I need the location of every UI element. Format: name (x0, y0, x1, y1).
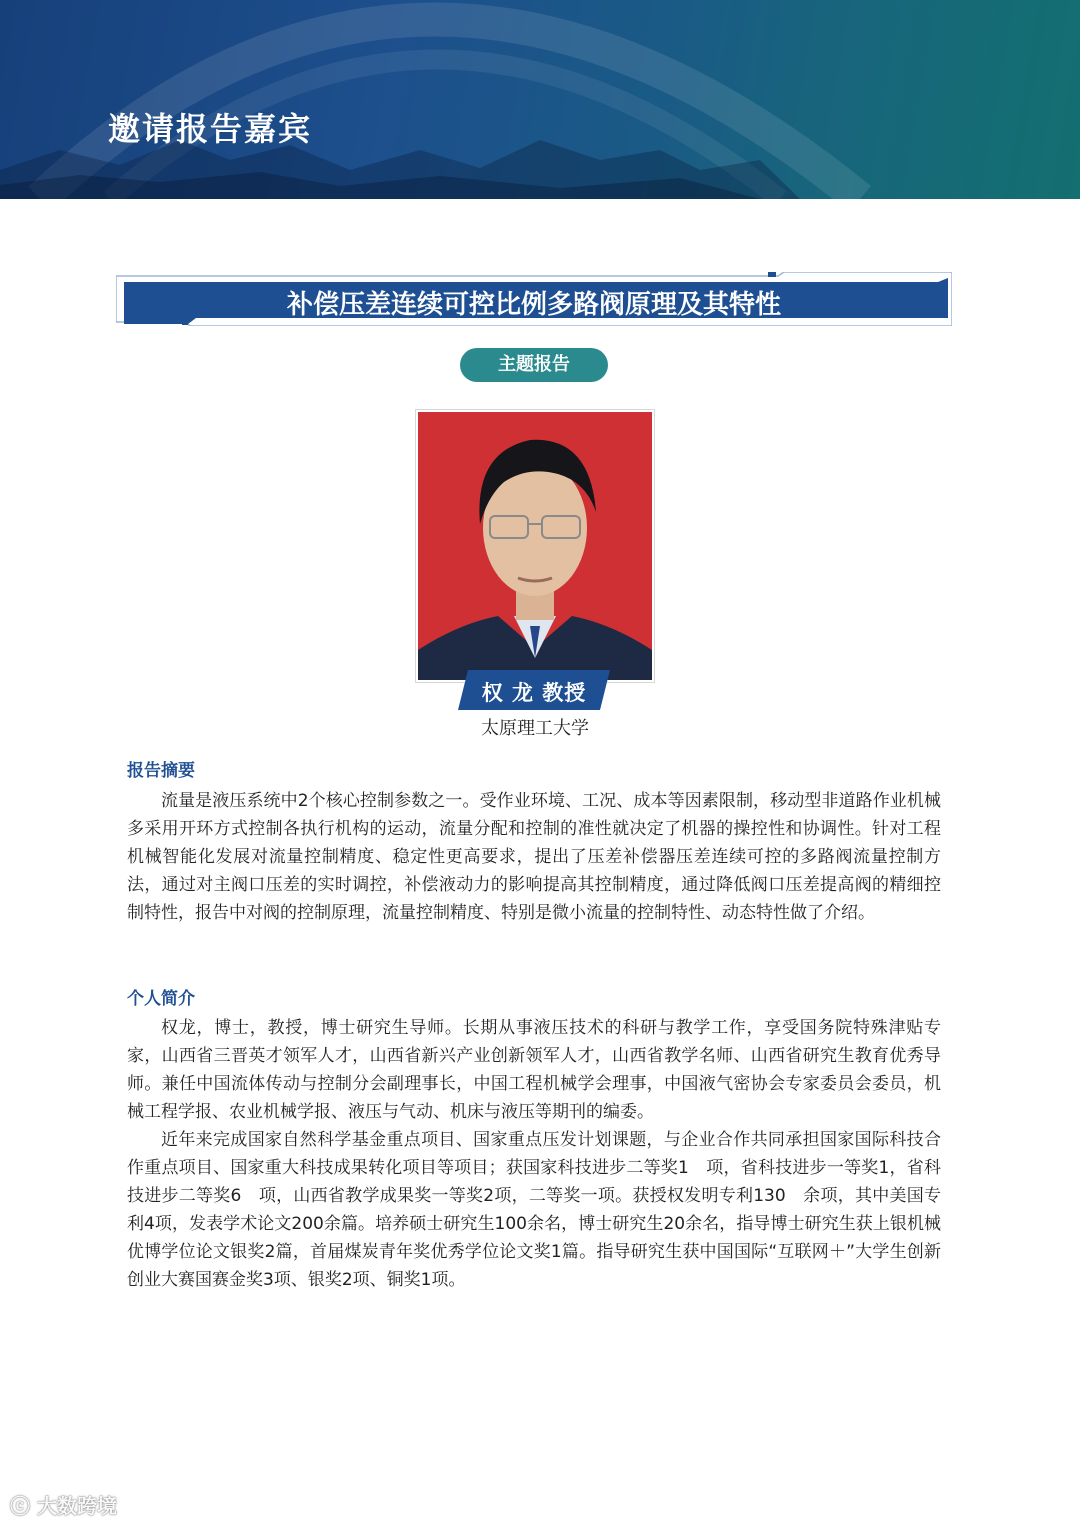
speaker-nameplate (458, 670, 610, 710)
talk-title-banner (116, 272, 952, 326)
bio-paragraph-2: 近年来完成国家自然科学基金重点项目、国家重点压发计划课题，与企业合作共同承担国家国际科技合作重点项目、国家重大科技成果转化项目等项目；获国家科技进步二等奖1 项，省科技进步一等奖1，省科技进步二等奖6 项，山西省教学成果奖一等奖2项，二等奖一项。获授权发明专利130 余项，其中美国专利4项，发表学术论文200余篇。培养硕士研究生100余名，博士研究生20余名，指导博士研究生获上银机械优博学位论文银奖2篇，首届煤炭青年奖优秀学位论文奖1篇。指导研究生获中国国际“互联网＋”大学生创新创业大赛国赛金奖3项、银奖2项、铜奖1项。 (127, 1130, 941, 1290)
bio-body (127, 1014, 941, 1294)
header-banner (0, 0, 1080, 199)
talk-title: 补偿压差连续可控比例多路阀原理及其特性 (286, 290, 781, 320)
speaker-photo (416, 410, 654, 682)
talk-type-badge: 主题报告 (460, 348, 608, 382)
abstract-body (127, 787, 941, 927)
bio-heading: 个人简介 (127, 989, 195, 1009)
speaker-name: 权 龙 教授 (481, 681, 587, 705)
page-section-title: 邀请报告嘉宾 (108, 110, 313, 148)
abstract-paragraph: 流量是液压系统中2个核心控制参数之一。受作业环境、工况、成本等因素限制，移动型非道路作业机械多采用开环方式控制各执行机构的运动，流量分配和控制的准性就决定了机器的操控性和协调性。针对工程机械智能化发展对流量控制精度、稳定性更高要求，提出了压差补偿器压差连续可控的多路阀流量控制方法，通过对主阀口压差的实时调控，补偿液动力的影响提高其控制精度，通过降低阀口压差提高阀的精细控制特性，报告中对阀的控制原理，流量控制精度、特别是微小流量的控制特性、动态特性做了介绍。 (127, 791, 941, 923)
watermark-logo (10, 1490, 117, 1519)
speaker-affiliation: 太原理工大学 (481, 718, 589, 739)
watermark-text: 大数跨境 (36, 1494, 117, 1518)
bio-paragraph-1: 权龙，博士，教授，博士研究生导师。长期从事液压技术的科研与教学工作，享受国务院特殊津贴专家，山西省三晋英才领军人才，山西省新兴产业创新领军人才，山西省教学名师、山西省研究生教育优秀导师。兼任中国流体传动与控制分会副理事长，中国工程机械学会理事，中国液气密协会专家委员会委员，机械工程学报、农业机械学报、液压与气动、机床与液压等期刊的编委。 (127, 1018, 941, 1122)
header-background-graphic (0, 0, 1080, 199)
abstract-heading: 报告摘要 (127, 761, 195, 781)
watermark-icon: ⓒ (10, 1494, 30, 1518)
speaker-portrait-illustration (418, 412, 652, 680)
